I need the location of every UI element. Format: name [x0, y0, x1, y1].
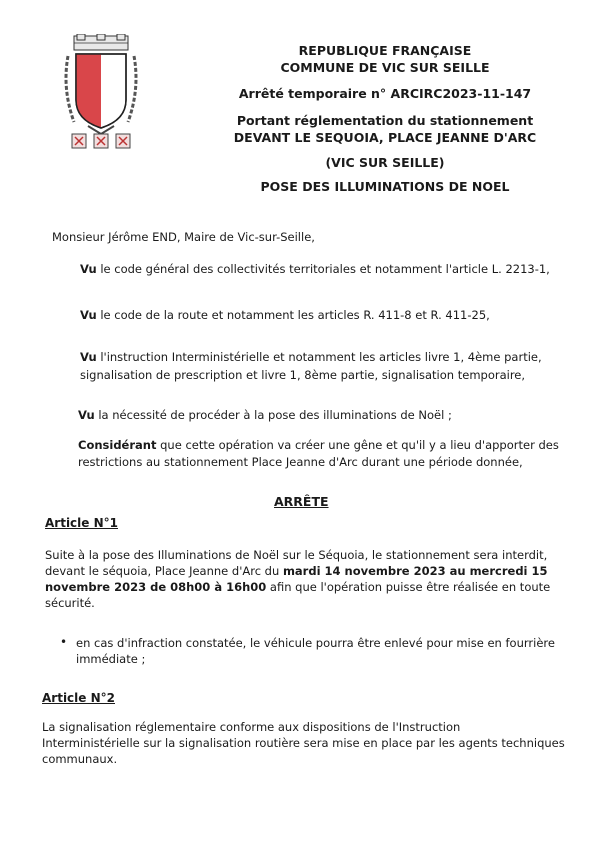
- header-subject-3: (VIC SUR SEILLE): [325, 155, 445, 170]
- vu-paragraph-2: [80, 308, 490, 322]
- vu-paragraph-3: [80, 350, 542, 364]
- article-1-line-2: [45, 564, 548, 578]
- header-subject-1: Portant réglementation du stationnement: [236, 113, 534, 128]
- vu-text: la nécessité de procéder à la pose des illuminations de Noël ;: [94, 408, 452, 422]
- article-1-dates: mardi 14 novembre 2023 au mercredi 15: [282, 564, 548, 578]
- article-1-line-4: sécurité.: [45, 596, 95, 610]
- vu-keyword: Vu: [80, 350, 97, 364]
- article-2-line-2: Interministérielle sur la signalisation routière sera mise en place par les agents techniques: [42, 736, 565, 750]
- article-1-title: Article N°1: [45, 516, 118, 530]
- article-1-line-1: Suite à la pose des Illuminations de Noël sur le Séquoia, le stationnement sera interdit,: [45, 548, 548, 562]
- considerant-text: que cette opération va créer une gêne et qu'il y a lieu d'apporter des: [156, 438, 559, 452]
- article-2-title: Article N°2: [42, 691, 115, 705]
- vu-paragraph-1: [80, 262, 550, 276]
- coat-of-arms-icon: [62, 34, 140, 152]
- article-1-text-cont: afin que l'opération puisse être réalisée en toute: [266, 580, 551, 594]
- article-1-dates-cont: novembre 2023 de 08h00 à 16h00: [45, 580, 267, 594]
- header-arrete-number: [190, 86, 580, 101]
- maire-line: Monsieur Jérôme END, Maire de Vic-sur-Seille,: [52, 230, 315, 244]
- vu-text: le code de la route et notamment les articles R. 411-8 et R. 411-25,: [96, 308, 490, 322]
- vu-keyword: Vu: [78, 408, 95, 422]
- considerant-paragraph: [78, 438, 559, 452]
- vu-keyword: Vu: [80, 308, 97, 322]
- bullet-dot: •: [60, 635, 68, 649]
- article-2-line-1: La signalisation réglementaire conforme aux dispositions de l'Instruction: [42, 720, 461, 734]
- header-subject-4: POSE DES ILLUMINATIONS DE NOEL: [260, 179, 510, 194]
- vu-paragraph-3-cont: signalisation de prescription et livre 1, 8ème partie, signalisation temporaire,: [80, 368, 526, 382]
- header-republique: REPUBLIQUE FRANÇAISE: [298, 43, 472, 58]
- header-subject-2: DEVANT LE SEQUOIA, PLACE JEANNE D'ARC: [233, 130, 537, 145]
- considerant-cont: restrictions au stationnement Place Jeanne d'Arc durant une période donnée,: [78, 455, 523, 469]
- considerant-keyword: Considérant: [78, 438, 157, 452]
- article-1-text: devant le séquoia, Place Jeanne d'Arc du: [45, 564, 283, 578]
- article-1-line-3: [45, 580, 550, 594]
- article-2-line-3: communaux.: [42, 752, 118, 766]
- arrete-title: ARRÊTE: [274, 494, 329, 509]
- vu-text: le code général des collectivités territoriales et notamment l'article L. 2213-1,: [96, 262, 550, 276]
- arrete-label: Arrêté temporaire n°: [238, 86, 391, 101]
- arrete-number: ARCIRC2023-11-147: [390, 86, 532, 101]
- vu-paragraph-4: [78, 408, 452, 422]
- bullet-text-1: en cas d'infraction constatée, le véhicule pourra être enlevé pour mise en fourrière: [76, 636, 555, 650]
- vu-keyword: Vu: [80, 262, 97, 276]
- bullet-text-2: immédiate ;: [76, 652, 146, 666]
- vu-text: l'instruction Interministérielle et notamment les articles livre 1, 4ème partie,: [96, 350, 542, 364]
- header-commune: COMMUNE DE VIC SUR SEILLE: [280, 60, 490, 75]
